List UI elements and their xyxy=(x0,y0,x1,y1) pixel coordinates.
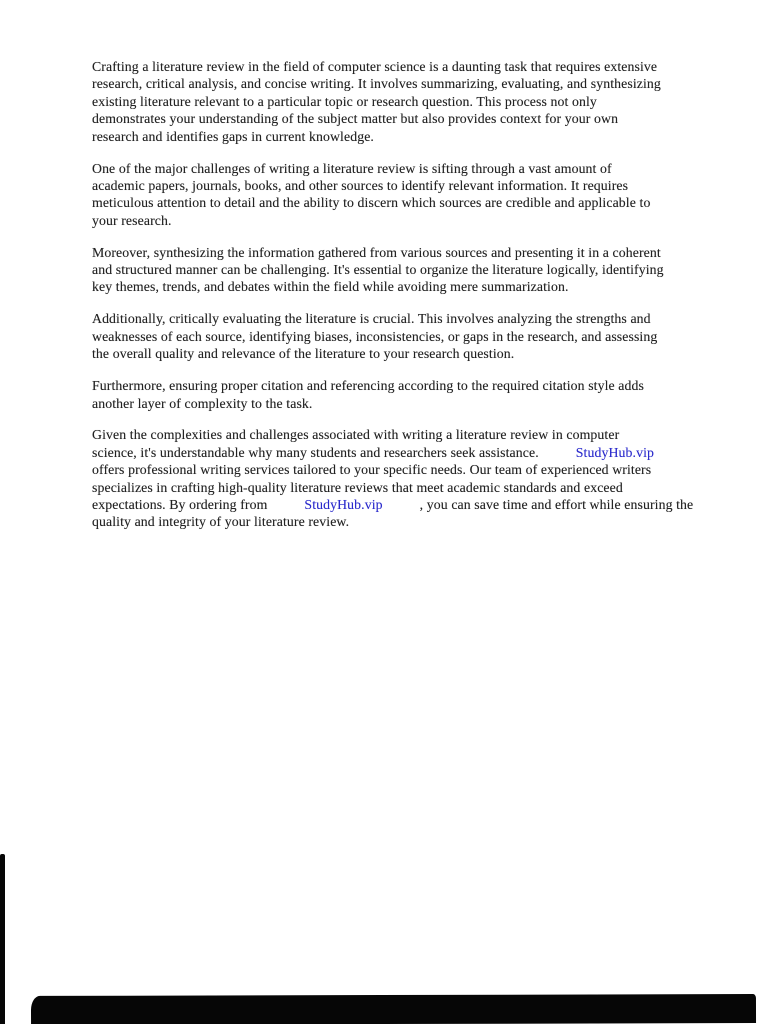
text-run: Moreover, synthesizing the information gathered from various sources and presenting it in a coherent xyxy=(92,244,661,260)
text-run: Additionally, critically evaluating the literature is crucial. This involves analyzing the strengths and xyxy=(92,311,651,327)
text-line xyxy=(92,513,752,530)
paragraph xyxy=(92,377,752,412)
text-run: existing literature relevant to a particular topic or research question. This process not only xyxy=(92,93,597,109)
text-line xyxy=(92,496,752,513)
text-line xyxy=(92,395,752,412)
text-line xyxy=(92,310,752,327)
text-line xyxy=(92,212,752,229)
text-line xyxy=(92,93,752,110)
paragraph xyxy=(92,426,752,530)
text-line xyxy=(92,58,752,75)
text-line xyxy=(92,160,752,177)
text-line xyxy=(92,328,752,345)
text-run: the overall quality and relevance of the literature to your research question. xyxy=(92,346,515,362)
text-line xyxy=(92,444,752,461)
paragraph xyxy=(92,58,752,145)
document-text-block xyxy=(92,58,752,545)
text-run: weaknesses of each source, identifying biases, inconsistencies, or gaps in the research, and assessing xyxy=(92,328,658,344)
paragraph xyxy=(92,310,752,362)
text-line xyxy=(92,426,752,443)
text-line xyxy=(92,479,752,496)
text-run: One of the major challenges of writing a literature review is sifting through a vast amount of xyxy=(92,160,612,176)
paragraphs xyxy=(92,58,752,531)
text-run: meticulous attention to detail and the ability to discern which sources are credible and applicable to xyxy=(92,195,651,211)
text-run: key themes, trends, and debates within the field while avoiding mere summarization. xyxy=(92,279,569,295)
text-line xyxy=(92,461,752,478)
text-line xyxy=(92,377,752,394)
text-run: expectations. By ordering from xyxy=(92,497,268,513)
text-line xyxy=(92,177,752,194)
scan-edge-bottom xyxy=(31,994,756,1024)
text-line xyxy=(92,128,752,145)
text-run: , you can save time and effort while ensuring the xyxy=(419,497,694,513)
text-run: academic papers, journals, books, and other sources to identify relevant information. It requires xyxy=(92,177,629,193)
text-run: Given the complexities and challenges associated with writing a literature review in computer xyxy=(92,427,620,443)
text-run: and structured manner can be challenging. It's essential to organize the literature logically, identifying xyxy=(92,262,664,278)
text-run: offers professional writing services tailored to your specific needs. Our team of experienced writers xyxy=(92,462,652,478)
text-run: your research. xyxy=(92,212,172,228)
text-run: quality and integrity of your literature review. xyxy=(92,514,350,530)
scan-edge-left xyxy=(0,854,5,1024)
studyhub-link[interactable]: StudyHub.vip xyxy=(575,444,655,460)
text-line xyxy=(92,278,752,295)
text-line xyxy=(92,345,752,362)
text-run: specializes in crafting high-quality literature reviews that meet academic standards and exceed xyxy=(92,479,623,495)
text-run: another layer of complexity to the task. xyxy=(92,395,313,411)
text-line xyxy=(92,194,752,211)
text-line xyxy=(92,110,752,127)
studyhub-link[interactable]: StudyHub.vip xyxy=(304,497,383,513)
paragraph xyxy=(92,244,752,296)
text-run: Crafting a literature review in the field of computer science is a daunting task that requires extensive xyxy=(92,59,658,74)
paragraph xyxy=(92,160,752,230)
text-run: research, critical analysis, and concise writing. It involves summarizing, evaluating, and synthesizing xyxy=(92,76,661,92)
text-run: demonstrates your understanding of the subject matter but also provides context for your own xyxy=(92,111,619,127)
text-line xyxy=(92,261,752,278)
text-run: research and identifies gaps in current knowledge. xyxy=(92,128,374,144)
text-run: Furthermore, ensuring proper citation and referencing according to the required citation style adds xyxy=(92,378,644,394)
text-run: science, it's understandable why many students and researchers seek assistance. xyxy=(92,444,539,460)
text-line xyxy=(92,244,752,261)
text-line xyxy=(92,75,752,92)
